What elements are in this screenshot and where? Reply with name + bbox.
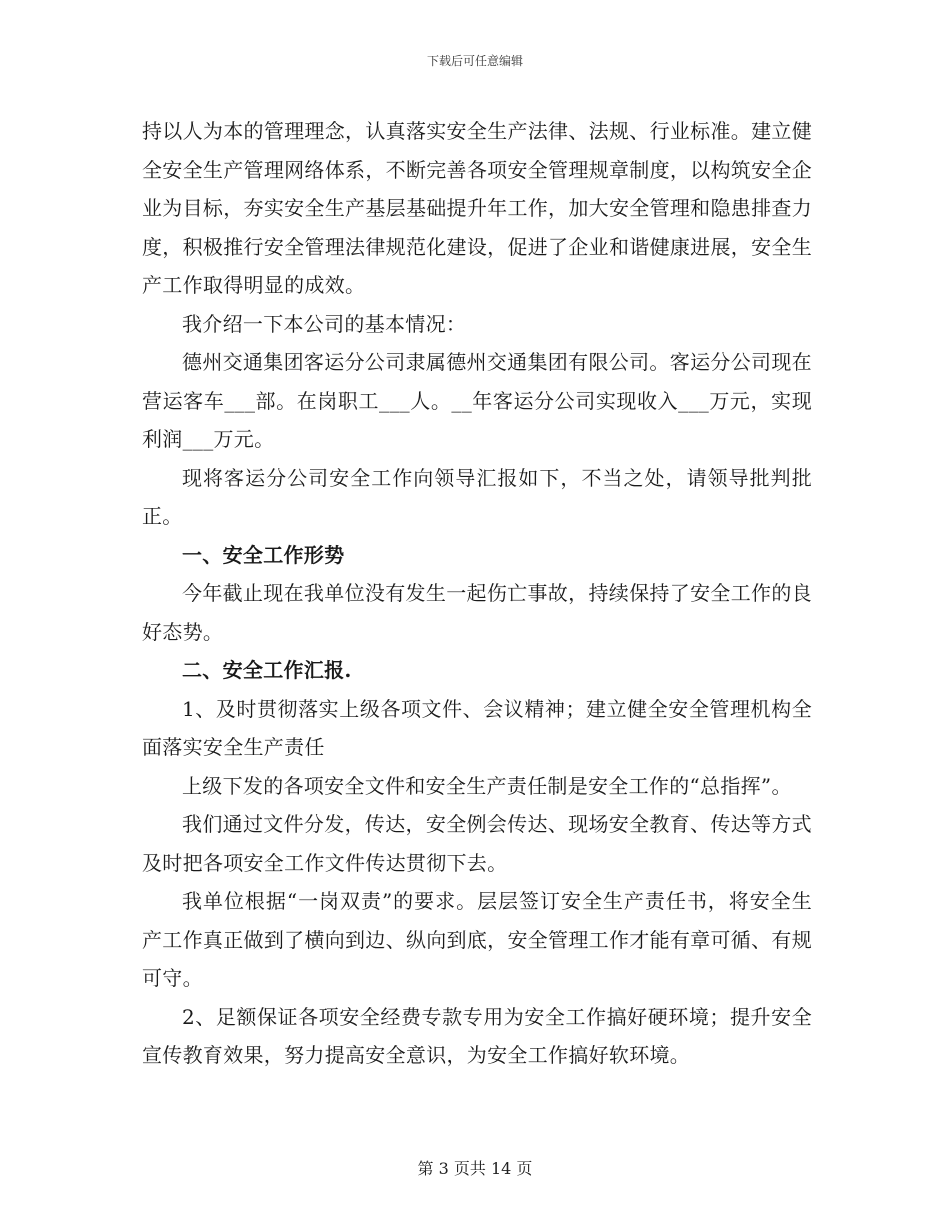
section-heading-1: 一、安全工作形势 [182,542,345,567]
paragraph-responsibility: 我单位根据“一岗双责”的要求。层层签订安全生产责任书，将安全生产工作真正做到了横向到边、纵向到底，安全管理工作才能有章可循、有规可守。 [142,889,812,990]
paragraph-item-2: 2、足额保证各项安全经费专款专用为安全工作搞好硬环境；提升安全宣传教育效果，努力提高安全意识，为安全工作搞好软环境。 [142,1004,812,1067]
paragraph-intro-continued: 持以人为本的管理理念，认真落实安全生产法律、法规、行业标准。建立健全安全生产管理网络体系，不断完善各项安全管理规章制度，以构筑安全企业为目标，夯实安全生产基层基础提升年工作，加大安全管理和隐患排查力度，积极推行安全管理法律规范化建设，促进了企业和谐健康进展，安全生产工作取得明显的成效。 [142,119,812,297]
page-header: 下载后可任意编辑 [426,54,523,68]
document-body [142,112,812,1075]
paragraph-documents: 上级下发的各项安全文件和安全生产责任制是安全工作的“总指挥”。 [182,773,792,798]
paragraph-communication: 我们通过文件分发，传达，安全例会传达、现场安全教育、传达等方式及时把各项安全工作文件传达贯彻下去。 [142,812,812,875]
paragraph-company-intro: 我介绍一下本公司的基本情况： [182,311,467,336]
paragraph-report-intro: 现将客运分公司安全工作向领导汇报如下，不当之处，请领导批判批正。 [142,465,812,528]
paragraph-item-1: 1、及时贯彻落实上级各项文件、会议精神；建立健全安全管理机构全面落实安全生产责任 [142,696,812,759]
page-number-footer: 第 3 页共 14 页 [417,1159,533,1178]
section-heading-2: 二、安全工作汇报. [182,658,352,682]
paragraph-safety-situation: 今年截止现在我单位没有发生一起伤亡事故，持续保持了安全工作的良好态势。 [142,581,812,644]
paragraph-company-info: 德州交通集团客运分公司隶属德州交通集团有限公司。客运分公司现在营运客车___部。在岗职工___人。__年客运分公司实现收入___万元，实现利润___万元。 [142,350,812,451]
